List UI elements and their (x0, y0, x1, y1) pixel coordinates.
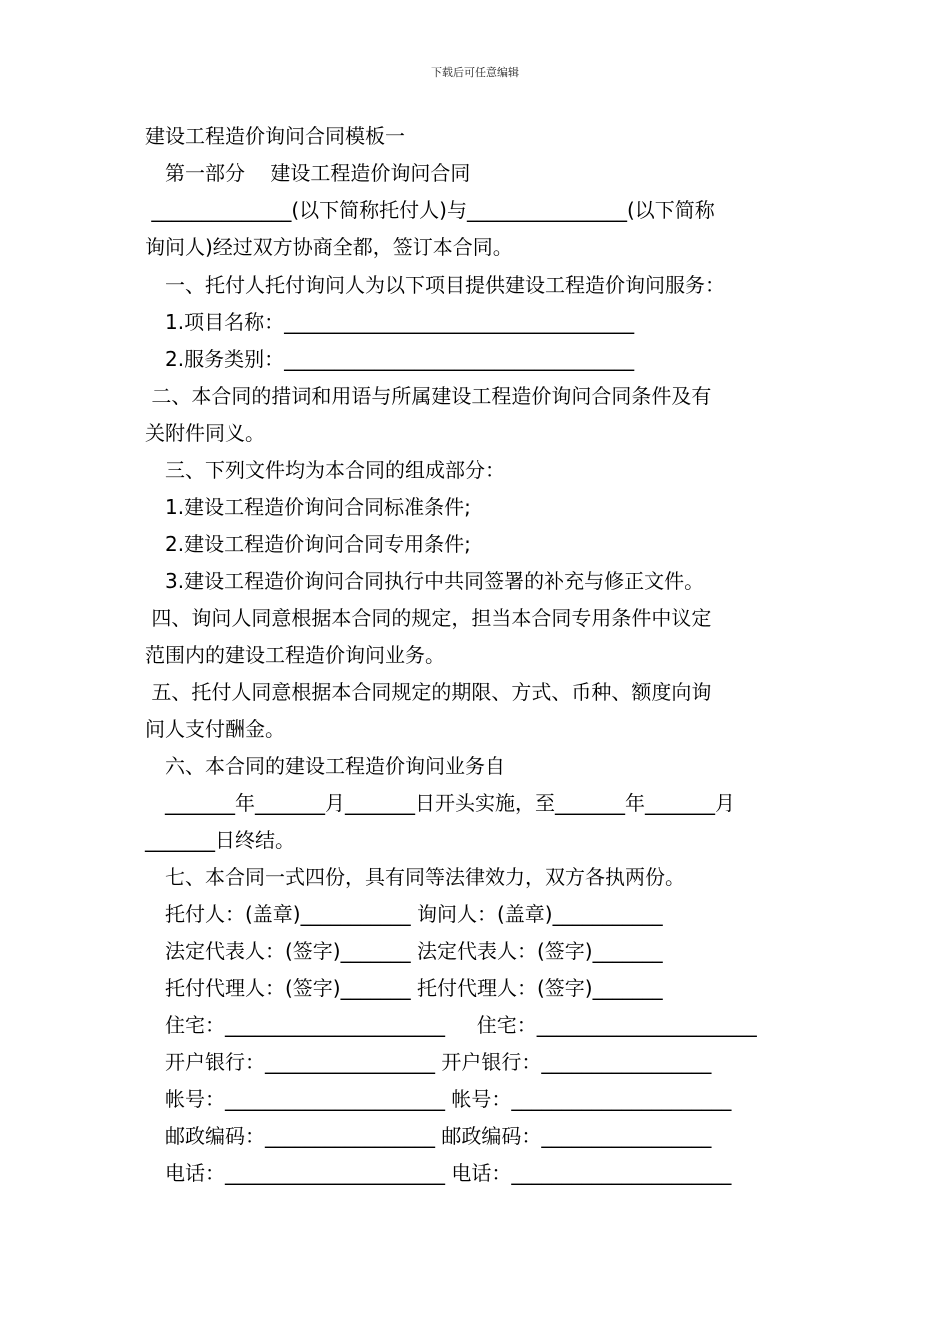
body-line: 四、询问人同意根据本合同的规定，担当本合同专用条件中议定 (145, 606, 712, 630)
account-line: 帐号：______________________ 帐号：______________________ (165, 1087, 732, 1111)
body-line: 七、本合同一式四份，具有同等法律效力，双方各执两份。 (165, 865, 685, 889)
signature-line: 托付人：(盖章)___________ 询问人：(盖章)___________ (165, 902, 663, 926)
page-header: 下载后可任意编辑 (431, 66, 519, 79)
body-line: 二、本合同的措词和用语与所属建设工程造价询问合同条件及有 (145, 384, 712, 408)
body-line: _______日终结。 (145, 828, 295, 852)
body-line: 询问人)经过双方协商全都，签订本合同。 (145, 235, 513, 259)
body-line: 1.建设工程造价询问合同标准条件; (165, 495, 471, 519)
body-line: 2.建设工程造价询问合同专用条件; (165, 532, 471, 556)
body-line: 问人支付酬金。 (145, 717, 285, 741)
body-line: 一、托付人托付询问人为以下项目提供建设工程造价询问服务： (165, 273, 725, 297)
phone-line: 电话：______________________ 电话：______________________ (165, 1161, 732, 1185)
body-line: 三、下列文件均为本合同的组成部分： (165, 458, 505, 482)
body-line: 3.建设工程造价询问合同执行中共同签署的补充与修正文件。 (165, 569, 705, 593)
address-line: 住宅：______________________ 住宅：______________________ (165, 1013, 757, 1037)
body-line: 六、本合同的建设工程造价询问业务自 (165, 754, 505, 778)
body-line: 2.服务类别：___________________________________ (165, 347, 635, 371)
signature-line: 托付代理人：(签字)_______ 托付代理人：(签字)_______ (165, 976, 663, 1000)
section-heading: 第一部分 建设工程造价询问合同 (165, 161, 471, 185)
document-title: 建设工程造价询问合同模板一 (145, 124, 405, 148)
body-line: 1.项目名称：___________________________________ (165, 310, 635, 334)
bank-line: 开户银行：_________________ 开户银行：_________________ (165, 1050, 712, 1074)
signature-line: 法定代表人：(签字)_______ 法定代表人：(签字)_______ (165, 939, 663, 963)
body-line: _______年_______月_______日开头实施，至_______年_______月 (165, 791, 735, 815)
body-line: 关附件同义。 (145, 421, 265, 445)
body-line: 范围内的建设工程造价询问业务。 (145, 643, 445, 667)
body-line: ______________(以下简称托付人)与________________(以下简称 (145, 198, 715, 222)
body-line: 五、托付人同意根据本合同规定的期限、方式、币种、额度向询 (145, 680, 712, 704)
postcode-line: 邮政编码：_________________ 邮政编码：_________________ (165, 1124, 712, 1148)
